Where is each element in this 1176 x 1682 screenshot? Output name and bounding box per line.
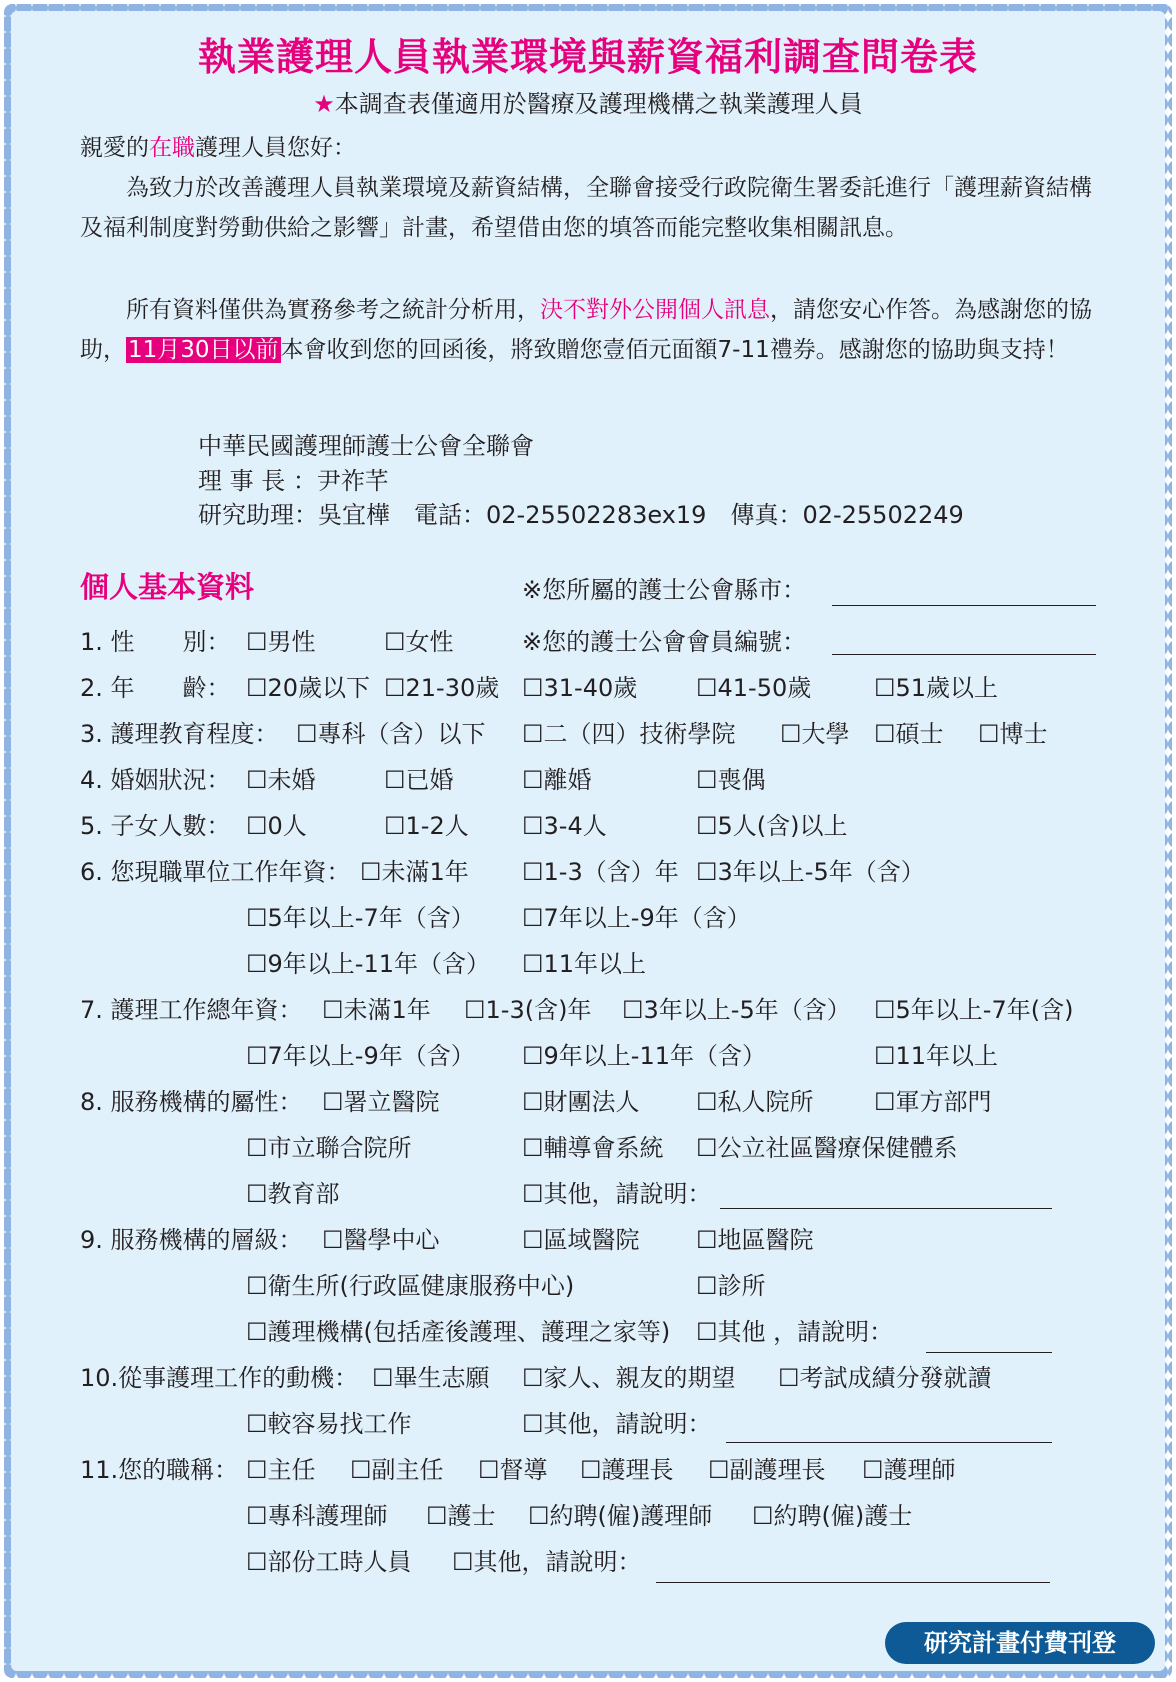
- q5-option[interactable]: ☐5人(含)以上: [696, 812, 848, 840]
- member-label: ※您的護士公會會員編號：: [522, 628, 807, 656]
- signature-chair: 理 事 長 ：尹祚芊: [198, 467, 389, 495]
- q10-option[interactable]: ☐考試成績分發就讀: [778, 1364, 992, 1392]
- p2-text-a: 所有資料僅供為實務參考之統計分析用，: [80, 297, 540, 323]
- q1-label: 1. 性 別：: [80, 628, 231, 656]
- q6-label: 6. 您現職單位工作年資：: [80, 858, 351, 886]
- q8-option[interactable]: ☐教育部: [246, 1180, 340, 1208]
- q6-option[interactable]: ☐9年以上-11年（含）: [246, 950, 490, 978]
- q4-option[interactable]: ☐離婚: [522, 766, 592, 794]
- q6-option[interactable]: ☐5年以上-7年（含）: [246, 904, 475, 932]
- q2-label: 2. 年 齡：: [80, 674, 231, 702]
- q8-label: 8. 服務機構的屬性：: [80, 1088, 303, 1116]
- q11-option[interactable]: ☐督導: [478, 1456, 548, 1484]
- letter-paragraph-1: 為致力於改善護理人員執業環境及薪資結構，全聯會接受行政院衛生署委託進行「護理薪資結構及福利制度對勞動供給之影響」計畫，希望借由您的填答而能完整收集相關訊息。: [80, 175, 1092, 241]
- q7-label: 7. 護理工作總年資：: [80, 996, 303, 1024]
- q11-other-field[interactable]: [656, 1582, 1050, 1583]
- section-title: 個人基本資料: [80, 570, 255, 604]
- q7-option[interactable]: ☐11年以上: [874, 1042, 999, 1070]
- q4-option[interactable]: ☐喪偶: [696, 766, 766, 794]
- q2-option[interactable]: ☐31-40歲: [522, 674, 638, 702]
- q3-option[interactable]: ☐大學: [780, 720, 850, 748]
- q4-option[interactable]: ☐未婚: [246, 766, 316, 794]
- q7-option[interactable]: ☐3年以上-5年（含）: [622, 996, 851, 1024]
- q5-label: 5. 子女人數：: [80, 812, 231, 840]
- q4-label: 4. 婚姻狀況：: [80, 766, 231, 794]
- q9-option[interactable]: ☐地區醫院: [696, 1226, 814, 1254]
- q7-option[interactable]: ☐5年以上-7年(含): [874, 996, 1074, 1024]
- q2-option[interactable]: ☐41-50歲: [696, 674, 812, 702]
- p2-privacy-note: 決不對外公開個人訊息: [540, 297, 770, 323]
- q9-label: 9. 服務機構的層級：: [80, 1226, 303, 1254]
- subtitle-text: 本調查表僅適用於醫療及護理機構之執業護理人員: [334, 90, 863, 118]
- star-icon: ★: [313, 90, 335, 118]
- q11-option[interactable]: ☐護士: [426, 1502, 496, 1530]
- q8-option[interactable]: ☐私人院所: [696, 1088, 814, 1116]
- q8-other-field[interactable]: [720, 1208, 1052, 1209]
- q9-option[interactable]: ☐醫學中心: [322, 1226, 440, 1254]
- q11-option[interactable]: ☐專科護理師: [246, 1502, 388, 1530]
- greeting: [80, 128, 1096, 168]
- q8-option[interactable]: ☐公立社區醫療保健體系: [696, 1134, 958, 1162]
- q7-option[interactable]: ☐9年以上-11年（含）: [522, 1042, 766, 1070]
- signature-org: 中華民國護理師護士公會全聯會: [198, 432, 534, 460]
- q3-option[interactable]: ☐二（四）技術學院: [522, 720, 736, 748]
- q8-option[interactable]: ☐軍方部門: [874, 1088, 992, 1116]
- q3-option[interactable]: ☐專科（含）以下: [296, 720, 486, 748]
- q9-option[interactable]: ☐診所: [696, 1272, 766, 1300]
- sponsored-badge: 研究計畫付費刊登: [885, 1622, 1155, 1664]
- q10-option[interactable]: ☐家人、親友的期望: [522, 1364, 736, 1392]
- signature-assistant: 研究助理：吳宜樺 電話：02-25502283ex19 傳真：02-25502249: [198, 501, 964, 529]
- q9-option[interactable]: ☐衛生所(行政區健康服務中心): [246, 1272, 575, 1300]
- q3-option[interactable]: ☐博士: [978, 720, 1048, 748]
- greeting-post: 護理人員您好：: [195, 135, 356, 161]
- q9-option[interactable]: ☐區域醫院: [522, 1226, 640, 1254]
- q7-option[interactable]: ☐7年以上-9年（含）: [246, 1042, 475, 1070]
- q11-option[interactable]: ☐副主任: [350, 1456, 444, 1484]
- q8-option-other[interactable]: ☐其他，請說明：: [522, 1180, 712, 1208]
- subtitle: [0, 84, 1176, 119]
- q6-option[interactable]: ☐7年以上-9年（含）: [522, 904, 751, 932]
- q2-option[interactable]: ☐21-30歲: [384, 674, 500, 702]
- q11-option[interactable]: ☐約聘(僱)護理師: [528, 1502, 713, 1530]
- q11-option[interactable]: ☐約聘(僱)護士: [752, 1502, 913, 1530]
- q9-other-field[interactable]: [926, 1352, 1052, 1353]
- q8-option[interactable]: ☐市立聯合院所: [246, 1134, 412, 1162]
- q1-option[interactable]: ☐男性: [246, 628, 316, 656]
- q8-option[interactable]: ☐署立醫院: [322, 1088, 440, 1116]
- p2-text-c: 本會收到您的回函後，將致贈您壹佰元面額7-11禮券。感謝您的協助與支持！: [280, 337, 1069, 363]
- q6-option[interactable]: ☐11年以上: [522, 950, 647, 978]
- letter-paragraph-2: [80, 290, 1096, 370]
- q11-option[interactable]: ☐護理長: [580, 1456, 674, 1484]
- q1-option[interactable]: ☐女性: [384, 628, 454, 656]
- q6-option[interactable]: ☐3年以上-5年（含）: [696, 858, 925, 886]
- q3-label: 3. 護理教育程度：: [80, 720, 279, 748]
- q9-option-other[interactable]: ☐其他 ，請說明：: [696, 1318, 894, 1346]
- q11-option-other[interactable]: ☐其他，請說明：: [452, 1548, 642, 1576]
- q9-option[interactable]: ☐護理機構(包括產後護理、護理之家等): [246, 1318, 671, 1346]
- q11-option[interactable]: ☐護理師: [862, 1456, 956, 1484]
- q10-option[interactable]: ☐較容易找工作: [246, 1410, 412, 1438]
- greeting-pre: 親愛的: [80, 135, 149, 161]
- q10-label: 10.從事護理工作的動機：: [80, 1364, 359, 1392]
- q11-option[interactable]: ☐副護理長: [708, 1456, 826, 1484]
- member-number-field[interactable]: [832, 654, 1096, 655]
- q2-option[interactable]: ☐20歲以下: [246, 674, 371, 702]
- q7-option[interactable]: ☐未滿1年: [322, 996, 431, 1024]
- q7-option[interactable]: ☐1-3(含)年: [464, 996, 592, 1024]
- greeting-highlight: 在職: [149, 135, 195, 161]
- q8-option[interactable]: ☐財團法人: [522, 1088, 640, 1116]
- q3-option[interactable]: ☐碩士: [874, 720, 944, 748]
- county-label: ※您所屬的護士公會縣市：: [522, 576, 807, 604]
- county-field[interactable]: [832, 605, 1096, 606]
- q8-option[interactable]: ☐輔導會系統: [522, 1134, 664, 1162]
- p2-deadline-highlight: 11月30日以前: [128, 337, 279, 363]
- q11-label: 11.您的職稱：: [80, 1456, 239, 1484]
- q5-option[interactable]: ☐1-2人: [384, 812, 469, 840]
- q4-option[interactable]: ☐已婚: [384, 766, 454, 794]
- q5-option[interactable]: ☐0人: [246, 812, 307, 840]
- q10-option[interactable]: ☐畢生志願: [372, 1364, 490, 1392]
- page-title: 執業護理人員執業環境與薪資福利調查問卷表: [197, 35, 978, 79]
- q6-option[interactable]: ☐1-3（含）年: [522, 858, 679, 886]
- q2-option[interactable]: ☐51歲以上: [874, 674, 999, 702]
- q11-option[interactable]: ☐部份工時人員: [246, 1548, 412, 1576]
- q10-option-other[interactable]: ☐其他，請說明：: [522, 1410, 712, 1438]
- p2-text-b: ，請您安心作答。為感謝您的協助，: [80, 297, 1092, 363]
- q11-option[interactable]: ☐主任: [246, 1456, 316, 1484]
- q5-option[interactable]: ☐3-4人: [522, 812, 607, 840]
- q10-other-field[interactable]: [726, 1442, 1052, 1443]
- q6-option[interactable]: ☐未滿1年: [360, 858, 469, 886]
